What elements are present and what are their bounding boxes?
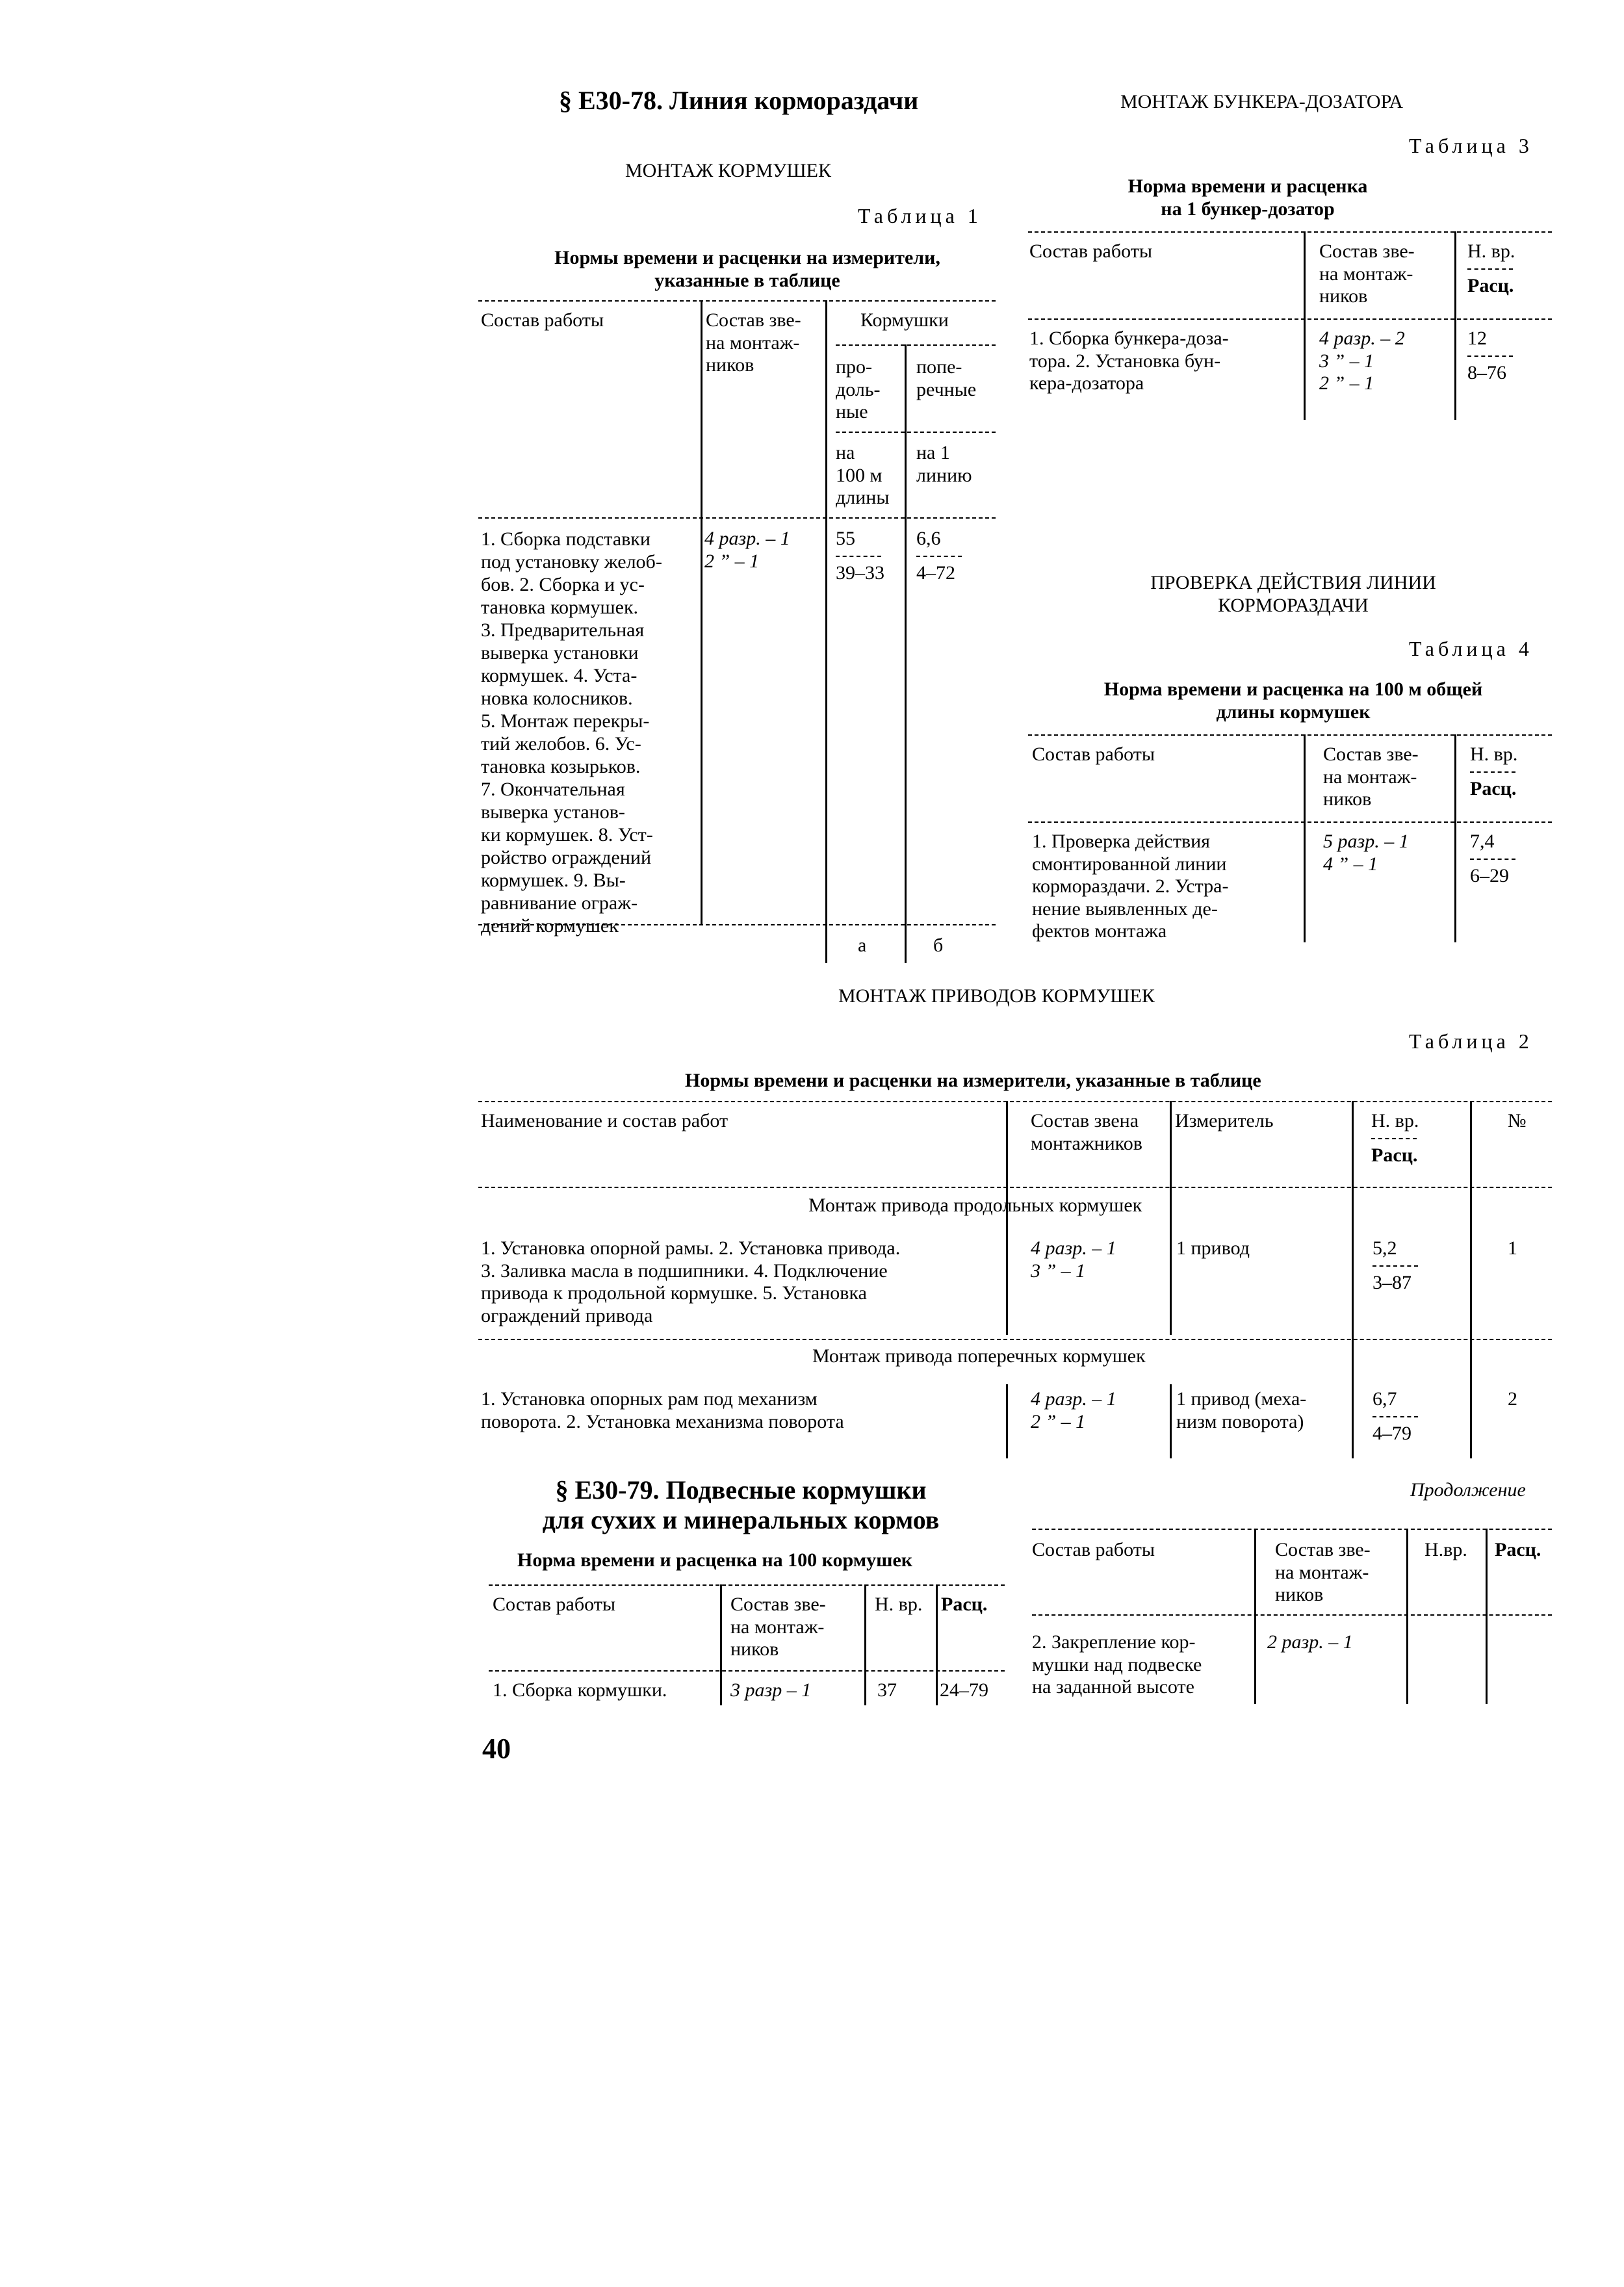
table1-column-b: б [933, 935, 944, 956]
table1-cross-separator [916, 556, 962, 557]
table4-header-crew-line3: ников [1323, 788, 1372, 810]
table1-header-longitudinal [836, 356, 881, 424]
continuation-label: Продолжение [1410, 1479, 1526, 1501]
sec79-row1-work: 1. Сборка кормушки. [493, 1679, 667, 1701]
table1-crew-line1: 4 разр. – 1 [704, 528, 790, 549]
table1-long-separator [836, 556, 881, 557]
sec79-header-crew-line3: ников [730, 1638, 779, 1660]
table1-header-long-line1: про- [836, 356, 873, 378]
table4-values [1470, 831, 1515, 887]
sec79-norm-title: Норма времени и расценка на 100 кормушек [517, 1549, 913, 1571]
table4-title [1053, 678, 1534, 723]
table4-crew [1323, 831, 1409, 875]
table3-title [1053, 175, 1443, 220]
table1-header-cross-line2: речные [916, 378, 977, 400]
table3-header-crew [1319, 240, 1415, 308]
table2-row1-work-line3: привода к продольной кормушке. 5. Установка [481, 1282, 867, 1304]
table3-work-line2: тора. 2. Установка бун- [1029, 350, 1221, 372]
table2-group-longitudinal: Монтаж привода продольных кормушек [808, 1195, 1142, 1216]
table4-crew-line2: 4 ” – 1 [1323, 853, 1378, 875]
table1-header-per100-line1: на [836, 442, 855, 463]
sec79-header-work: Состав работы [493, 1594, 615, 1615]
table1-header-work: Состав работы [481, 309, 604, 331]
continuation-header-crew [1275, 1539, 1371, 1607]
table1-long-rate: 39–33 [836, 562, 884, 584]
table4-header-crew [1323, 743, 1419, 811]
sec79-row1-time-norm: 37 [877, 1679, 897, 1701]
table2-row2-crew [1031, 1388, 1116, 1433]
table1-work-line: 7. Окончательная [481, 779, 625, 800]
table2-row2-meter-line2: низм поворота) [1176, 1410, 1304, 1432]
check-line-heading-line2: КОРМОРАЗДАЧИ [1218, 594, 1369, 616]
table1-work-line: тий желобов. 6. Ус- [481, 733, 641, 755]
sec79-header-crew-line2: на монтаж- [730, 1616, 825, 1638]
table2-row2-rate: 4–79 [1373, 1422, 1411, 1444]
table2-label: Таблица 2 [1409, 1029, 1533, 1053]
table3-header-crew-line2: на монтаж- [1319, 263, 1413, 285]
table2-header-norm-rate [1371, 1110, 1419, 1167]
table1-title [474, 247, 1020, 292]
table1-work-line: 1. Сборка подставки [481, 528, 651, 550]
table2-header-number: № [1508, 1110, 1527, 1131]
table2-header-meter: Измеритель [1175, 1110, 1274, 1131]
table3-crew-line2: 3 ” – 1 [1319, 350, 1374, 372]
sec79-header-crew [730, 1594, 826, 1661]
table1-header-long-line2: доль- [836, 378, 881, 400]
table1-crew-line2: 2 ” – 1 [704, 550, 760, 572]
page-number: 40 [482, 1733, 511, 1764]
table2-row1-work-line2: 3. Заливка масла в подшипники. 4. Подключение [481, 1260, 888, 1282]
sec79-header-rate: Расц. [941, 1594, 988, 1615]
section-e30-79-title-line2: для сухих и минеральных кормов [542, 1505, 940, 1534]
table2-header-crew-line2: монтажников [1031, 1132, 1142, 1154]
table2-row1-time-norm: 5,2 [1373, 1237, 1397, 1259]
table1-header-crew-line1: Состав зве- [706, 309, 801, 331]
table3-header-time-norm: Н. вр. [1467, 240, 1515, 262]
table3-header-work: Состав работы [1029, 240, 1152, 262]
continuation-header-work: Состав работы [1032, 1539, 1155, 1560]
table2-row2-crew-line2: 2 ” – 1 [1031, 1410, 1086, 1432]
table1-header-per100-line2: 100 м [836, 464, 883, 486]
table3-header-rate: Расц. [1467, 274, 1514, 296]
table4-title-line1: Норма времени и расценка на 100 м общей [1103, 678, 1483, 700]
table3-separator [1467, 355, 1513, 357]
table4-separator [1470, 859, 1515, 860]
table2-row1-work [481, 1237, 900, 1327]
table1-label: Таблица 1 [858, 204, 982, 227]
table2-row1-meter: 1 привод [1176, 1237, 1250, 1259]
continuation-row2-work [1032, 1631, 1202, 1699]
table1-header-crew [706, 309, 801, 377]
table1-work-line: кормушек. 9. Вы- [481, 870, 626, 891]
table4-header-separator [1470, 771, 1515, 773]
continuation-header-crew-line3: ников [1275, 1584, 1324, 1605]
table3-crew [1319, 328, 1405, 395]
sec79-header-time-norm: Н. вр. [875, 1594, 923, 1615]
section-e30-79-title [494, 1475, 988, 1535]
mount-feeders-heading: МОНТАЖ КОРМУШЕК [625, 160, 832, 181]
table3-work [1029, 328, 1229, 395]
table4-work-line2: смонтированной линии [1032, 853, 1227, 875]
table1-header-per100-line3: длины [836, 487, 890, 508]
table2-header-rate: Расц. [1371, 1144, 1418, 1166]
table2-row2-crew-line1: 4 разр. – 1 [1031, 1388, 1116, 1410]
table3-label: Таблица 3 [1409, 134, 1533, 157]
check-line-heading [1053, 572, 1534, 617]
table2-header-crew [1031, 1110, 1142, 1155]
table1-header-crew-line3: ников [706, 354, 754, 376]
section-e30-79-title-line1: § Е30-79. Подвесные кормушки [555, 1475, 927, 1505]
table2-row1-rate: 3–87 [1373, 1271, 1411, 1293]
table4-work [1032, 831, 1228, 943]
table1-title-line2: указанные в таблице [654, 269, 840, 291]
table4-work-line1: 1. Проверка действия [1032, 831, 1210, 852]
continuation-header-crew-line1: Состав зве- [1275, 1539, 1371, 1560]
table1-longitudinal-values [836, 528, 884, 584]
table3-title-line2: на 1 бункер-дозатор [1161, 198, 1335, 220]
mount-drives-heading: МОНТАЖ ПРИВОДОВ КОРМУШЕК [838, 985, 1155, 1007]
table2-row1-number: 1 [1508, 1237, 1517, 1259]
table3-time-norm: 12 [1467, 328, 1487, 349]
table1-header-crew-line2: на монтаж- [706, 331, 800, 354]
continuation-header-time-norm: Н.вр. [1424, 1539, 1467, 1560]
table1-header-feeders: Кормушки [860, 309, 949, 331]
sec79-header-crew-line1: Состав зве- [730, 1594, 826, 1615]
table1-cross-rate: 4–72 [916, 562, 955, 584]
check-line-heading-line1: ПРОВЕРКА ДЕЙСТВИЯ ЛИНИИ [1150, 572, 1436, 593]
table2-row2-work-line2: поворота. 2. Установка механизма поворота [481, 1410, 844, 1432]
table3-title-line1: Норма времени и расценка [1128, 175, 1368, 197]
table1-header-per-100m [836, 442, 890, 510]
table1-work-line: 3. Предварительная [481, 619, 645, 641]
table1-header-per1-line1: на 1 [916, 442, 950, 463]
table4-header-time-norm: Н. вр. [1470, 743, 1518, 765]
sec79-row1-rate: 24–79 [940, 1679, 988, 1701]
table2-group-transverse: Монтаж привода поперечных кормушек [812, 1345, 1146, 1367]
table1-cross-time-norm: 6,6 [916, 528, 941, 549]
table3-rate: 8–76 [1467, 361, 1506, 383]
table3-header-crew-line3: ников [1319, 285, 1368, 307]
table1-header-per-line [916, 442, 972, 487]
table2-row1-crew-line2: 3 ” – 1 [1031, 1260, 1086, 1282]
table2-row2-work [481, 1388, 844, 1433]
table4-header-crew-line1: Состав зве- [1323, 743, 1419, 765]
table3-work-line1: 1. Сборка бункера-доза- [1029, 328, 1229, 349]
table2-row1-values [1373, 1237, 1418, 1294]
continuation-row2-work-line2: мушки над подвеске [1032, 1653, 1202, 1675]
table1-work-line: кормушек. 4. Уста- [481, 665, 638, 686]
table1-work-line: равнивание ограж- [481, 892, 638, 914]
continuation-header-rate: Расц. [1495, 1539, 1541, 1560]
section-e30-78-title: § Е30-78. Линия кормораздачи [559, 86, 919, 115]
table1-work-line: ки кормушек. 8. Уст- [481, 824, 653, 846]
table3-header-crew-line1: Состав зве- [1319, 240, 1415, 262]
continuation-row2-crew: 2 разр. – 1 [1267, 1631, 1353, 1653]
table2-row2-work-line1: 1. Установка опорных рам под механизм [481, 1388, 818, 1410]
table1-work-line: под установку желоб- [481, 551, 662, 573]
table1-work-line: тановка козырьков. [481, 756, 641, 777]
table2-row2-separator [1373, 1416, 1418, 1417]
table1-work-line: выверка установки [481, 642, 639, 664]
table1-work-line: 5. Монтаж перекры- [481, 710, 650, 732]
table1-work-line: ройство ограждений [481, 847, 652, 868]
continuation-row2-work-line3: на заданной высоте [1032, 1676, 1194, 1698]
table2-header-name: Наименование и состав работ [481, 1110, 728, 1131]
table4-header-crew-line2: на монтаж- [1323, 766, 1417, 788]
table2-row1-work-line4: ограждений привода [481, 1304, 653, 1326]
table1-header-per1-line2: линию [916, 464, 972, 486]
table2-row2-number: 2 [1508, 1388, 1517, 1410]
table3-work-line3: кера-дозатора [1029, 372, 1144, 394]
table1-work-description [481, 528, 662, 937]
table3-crew-line1: 4 разр. – 2 [1319, 328, 1405, 349]
table2-title: Нормы времени и расценки на измерители, указанные в таблице [685, 1070, 1261, 1091]
table4-crew-line1: 5 разр. – 1 [1323, 831, 1409, 852]
table4-title-line2: длины кормушек [1216, 701, 1371, 723]
table1-column-a: а [858, 935, 867, 956]
continuation-header-crew-line2: на монтаж- [1275, 1561, 1369, 1583]
table2-row2-meter [1176, 1388, 1306, 1433]
table4-header-norm-rate [1470, 743, 1517, 800]
table2-row1-work-line1: 1. Установка опорной рамы. 2. Установка привода. [481, 1237, 901, 1259]
table1-header-long-line3: ные [836, 401, 868, 422]
table1-header-transverse [916, 356, 976, 401]
table1-work-line: бов. 2. Сборка и ус- [481, 574, 645, 595]
table1-work-line: выверка установ- [481, 801, 625, 823]
sec79-row1-crew: 3 разр – 1 [730, 1679, 812, 1701]
table3-crew-line3: 2 ” – 1 [1319, 372, 1374, 394]
table4-header-work: Состав работы [1032, 743, 1155, 765]
table2-row2-time-norm: 6,7 [1373, 1388, 1397, 1410]
table1-work-line: дений кормушек [481, 915, 619, 937]
mount-hopper-heading: МОНТАЖ БУНКЕРА-ДОЗАТОРА [1120, 91, 1404, 112]
table4-header-rate: Расц. [1470, 777, 1517, 799]
table4-time-norm: 7,4 [1470, 831, 1495, 852]
table2-row1-crew-line1: 4 разр. – 1 [1031, 1237, 1116, 1259]
table1-long-time-norm: 55 [836, 528, 855, 549]
table3-header-norm-rate [1467, 240, 1515, 297]
table2-row2-meter-line1: 1 привод (меха- [1176, 1388, 1307, 1410]
table3-values [1467, 328, 1513, 384]
table4-rate: 6–29 [1470, 864, 1509, 886]
table1-work-line: новка колосников. [481, 688, 633, 709]
table2-row1-separator [1373, 1265, 1418, 1267]
table4-work-line5: фектов монтажа [1032, 920, 1167, 942]
table2-header-crew-line1: Состав звена [1031, 1110, 1139, 1131]
table2-header-time-norm: Н. вр. [1371, 1110, 1419, 1131]
table1-work-line: тановка кормушек. [481, 597, 639, 618]
table2-row2-values [1373, 1388, 1418, 1445]
table2-header-separator [1371, 1138, 1417, 1139]
continuation-row2-work-line1: 2. Закрепление кор- [1032, 1631, 1196, 1653]
table1-header-cross-line1: попе- [916, 356, 962, 378]
table2-row1-crew [1031, 1237, 1116, 1282]
table1-transverse-values [916, 528, 962, 584]
table3-header-separator [1467, 268, 1513, 270]
table1-crew [704, 528, 790, 573]
table4-work-line3: кормораздачи. 2. Устра- [1032, 875, 1229, 897]
table4-work-line4: нение выявленных де- [1032, 898, 1218, 920]
table1-title-line1: Нормы времени и расценки на измерители, [554, 247, 940, 268]
table4-label: Таблица 4 [1409, 637, 1533, 660]
